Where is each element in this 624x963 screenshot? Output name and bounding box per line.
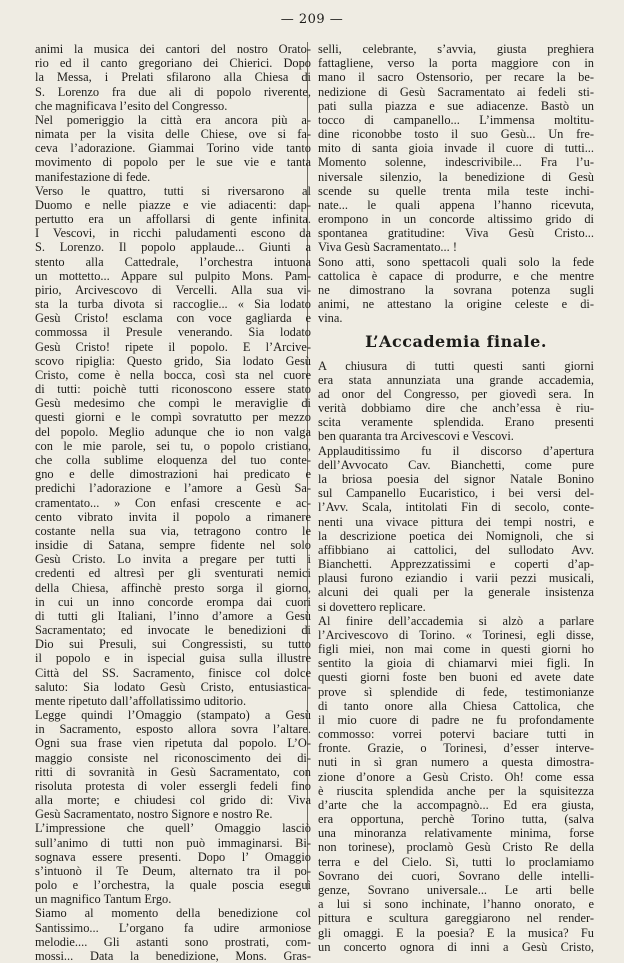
text-line: cento vibrato invita il popolo a rimanere — [35, 509, 311, 524]
text-line: questi giorni e le compì sovratutto per mezzo — [35, 410, 311, 425]
text-line: sull’animo di tutti non può immaginarsi. Bi- — [35, 835, 311, 850]
text-line: Cristo, come è nella bocca, così sta nel cuore — [35, 367, 311, 382]
text-line: ben quaranta tra Arcivescovi e Vescovi. — [318, 429, 514, 444]
text-line: Verso le quattro, tutti si riversarono al — [35, 183, 311, 198]
left-column — [35, 42, 311, 963]
page-number: — 209 — — [280, 12, 344, 27]
text-line: Siamo al momento della benedizione col — [35, 906, 311, 921]
text-line: S. Lorenzo. Il popolo applaude... Giunti a — [35, 240, 311, 255]
text-line: il popolo e in ispecial guisa sulla illustre — [35, 651, 311, 666]
text-line: polo e l’orchestra, la quale poscia eseguì — [35, 878, 311, 893]
text-line: questi giorni foste ben buoni ed avete date — [318, 670, 594, 685]
text-line: scovo ripiglia: Questo grido, Sia lodato Gesù — [35, 353, 311, 368]
text-line: nedizione di Gesù Sacramentato ai fedeli sti- — [318, 84, 594, 99]
text-line: gli omaggi. E la poesia? E la musica? Fu — [318, 925, 594, 940]
text-line: della Chiesa, affinchè presto sorga il giorno, — [35, 580, 311, 595]
text-line: Bianchetti. Apprezzatissimi e coperti d’ap- — [318, 557, 594, 572]
text-line: erompono in un concorde altissimo grido di — [318, 212, 594, 227]
section-heading: L’Accademia finale. — [365, 332, 547, 352]
text-line: L’impressione che quell’ Omaggio lasciò — [35, 821, 311, 836]
text-line: il mio cuore di padre ne fu profondamente — [318, 712, 594, 727]
text-line: nuti in sì gran numero a questa dimostra- — [318, 755, 594, 770]
text-line: Momento solenne, indescrivibile... Fra l’u- — [318, 155, 594, 170]
right-column — [318, 42, 594, 954]
text-line: gno e delle dimostrazioni hai predicato e — [35, 467, 311, 482]
text-line: insidie di Satana, sempre fidente nel solo — [35, 538, 311, 553]
text-line: sentito la gioia di chiamarvi miei figli. In — [318, 656, 594, 671]
text-line: ne dimostrano la sovrana potenza sugli — [318, 282, 594, 297]
text-line: Gesù Cristo. Lo invita a pregare per tutti i — [35, 552, 311, 567]
text-line: mossi... Data la benedizione, Mons. Gras- — [35, 949, 311, 963]
text-line: di tutti gli Italiani, l’inno d’amore a Gesù — [35, 608, 311, 623]
text-line: selli, celebrante, s’avvia, giusta preghiera — [318, 42, 594, 56]
text-line: con le mie parole, sei tu, o popolo cristiano, — [35, 438, 311, 453]
text-line: che colla sublime eloquenza del tuo conte- — [35, 452, 311, 467]
text-line: vina. — [318, 311, 343, 326]
text-line: l’Arcivescovo di Torino. « Torinesi, egli disse, — [318, 627, 594, 642]
text-line: Gesù Cristo! ripete il popolo. E l’Arcive- — [35, 339, 311, 354]
text-line: spontanea gratitudine: Viva Gesù Cristo... — [318, 226, 594, 241]
text-line: pertutto era un affollarsi di gente infinita. — [35, 212, 311, 227]
text-line: un magnifico Tantum Ergo. — [35, 892, 172, 907]
text-line: Legge quindi l’Omaggio (stampato) a Gesù — [35, 708, 311, 723]
text-line: credenti ed altresì per gli sventurati nemici — [35, 566, 311, 581]
text-line: maggio consiste nel riconoscimento dei di- — [35, 750, 311, 765]
right-column-top-text — [318, 42, 594, 325]
text-line: l’Avv. Scala, intitolati Fin di secolo, conte- — [318, 500, 594, 515]
text-line: si dovettero replicare. — [318, 599, 426, 614]
text-line: sognava essere presenti. Dopo l’ Omaggio — [35, 849, 311, 864]
text-line: cramentato... » Con enfasi crescente e ac- — [35, 495, 311, 510]
text-line: scende su quelle trenta mila teste inchi- — [318, 183, 594, 198]
text-line: Applauditissimo fu il discorso d’apertura — [318, 443, 594, 458]
right-column-bottom-text — [318, 359, 594, 954]
text-line: terra e del Cielo. Sì, tutti lo proclamiamo — [318, 854, 594, 869]
text-line: risoluta protesta di voler essergli fedeli fino — [35, 778, 311, 793]
text-line: Gesù medesimo che compì le meraviglie di — [35, 396, 311, 411]
text-line: stento alla Cattedrale, l’orchestra intuona — [35, 254, 311, 269]
text-line: Gesù Cristo! esclama con voce gagliarda e — [35, 311, 311, 326]
text-line: Duomo e nelle piazze e vie adiacenti: dap- — [35, 197, 311, 212]
text-line: animi, ne attestano la origine celeste e di- — [318, 297, 594, 312]
text-line: è riuscita splendida anche per la squisitezza — [318, 783, 594, 798]
text-line: animi la musica dei cantori del nostro Orato- — [35, 42, 311, 56]
text-line: Dio sui Presuli, sui Congressisti, su tutto — [35, 637, 311, 652]
text-line: pirio, Arcivescovo di Vercelli. Alla sua vi- — [35, 282, 311, 297]
text-line: Santissimo... L’organo fa udire armoniose — [35, 920, 311, 935]
text-line: Sacramentato; ed invocate le benedizioni di — [35, 623, 311, 638]
text-line: ceva l’adorazione. Giammai Torino vide tanto — [35, 141, 311, 156]
text-line: verità dobbiamo dire che anch’essa è riu- — [318, 401, 594, 416]
text-line: rio ed il canto gregoriano dei Chierici. Dopo — [35, 56, 311, 71]
text-line: un mottetto... Appare sul pulpito Mons. Pam- — [35, 268, 311, 283]
text-line: Gesù Sacramentato, nostro Signore e nostro Re. — [35, 807, 273, 822]
text-line: commosso: vorrei potervi baciare tutti in — [318, 727, 594, 742]
text-line: mito di santa gioia invade il cuore di tutti... — [318, 141, 594, 156]
text-line: plausi furono eziandio i varii pezzi musicali, — [318, 571, 594, 586]
text-line: S. Lorenzo fra due ali di popolo riverente, — [35, 84, 311, 99]
text-line: cattolica è capace di produrre, e che mentre — [318, 268, 594, 283]
text-line: I Vescovi, in ricchi paludamenti escono da — [35, 226, 311, 241]
text-line: dell’Avvocato Cav. Bianchetti, come pure — [318, 457, 594, 472]
text-line: melodie.... Gli astanti sono prostrati, com- — [35, 934, 311, 949]
text-line: figli miei, non mai come in questi giorni ho — [318, 642, 594, 657]
text-line: manifestazione di fede. — [35, 169, 151, 184]
text-line: sul Campanello Eucaristico, i bei versi del- — [318, 486, 594, 501]
text-line: Sovrano dei cuori, Sovrano delle intelli- — [318, 868, 594, 883]
text-line: pati sulla piazza e sue adiacenze. Bastò un — [318, 98, 594, 113]
text-line: predichi l’adorazione e l’amore a Gesù Sa- — [35, 481, 311, 496]
text-line: di tutti: poichè tutti riconoscono essere stato — [35, 382, 311, 397]
text-line: s’intuonò il Te Deum, alternato tra il po- — [35, 863, 311, 878]
text-line: genze, Sovrano universale... Le arti belle — [318, 882, 594, 897]
text-line: fattagliene, verso la porta maggiore con in — [318, 56, 594, 71]
text-line: dine riconobbe tosto il suo Gesù... Un fre- — [318, 127, 594, 142]
text-line: nate... le quali appena l’hanno ricevuta, — [318, 197, 594, 212]
text-line: mano il sacro Ostensorio, per recare la be- — [318, 70, 594, 85]
text-line: nimata per la visita delle Chiese, ove si fa- — [35, 127, 311, 142]
text-line: d’arte che la accompagnò... Ed era giusta, — [318, 797, 594, 812]
text-line: costante nella sua via, tetragono contro le — [35, 523, 311, 538]
text-line: prove sì splendide di fede, testimonianze — [318, 684, 594, 699]
text-line: in cui un inno concorde erompa dai cuori — [35, 594, 311, 609]
text-line: scita veramente splendida. Erano presenti — [318, 415, 594, 430]
text-line: a lui si sono inchinate, l’hanno onorato, e — [318, 897, 594, 912]
text-line: Nel pomeriggio la città era ancora più a- — [35, 112, 311, 127]
text-line: la descrizione poetica dei Nomignoli, che si — [318, 528, 594, 543]
text-line: commossa il Presule venerando. Sia lodato — [35, 325, 311, 340]
text-line: Città del SS. Sacramento, finisce col dolce — [35, 665, 311, 680]
text-line: ritti di sovranità in Gesù Sacramentato, con — [35, 764, 311, 779]
text-line: che magnificava l’esito del Congresso. — [35, 98, 228, 113]
text-line: del popolo. Meglio adunque che io non valga — [35, 424, 311, 439]
text-line: un concerto ognora di inni a Gesù Cristo, — [318, 939, 594, 954]
text-line: affibbiano ai cattolici, del sullodato Avv. — [318, 542, 594, 557]
text-line: di tanto onore alla Chiesa Cattolica, che — [318, 698, 594, 713]
text-line: zione d’onore a Gesù Cristo. Oh! come essa — [318, 769, 594, 784]
text-line: una minoranza relativamente minima, forse — [318, 826, 594, 841]
text-line: niversale silenzio, la benedizione di Gesù — [318, 169, 594, 184]
text-line: tocco di campanello... L’immensa moltitu- — [318, 112, 594, 127]
text-line: non torinese), proclamò Gesù Cristo Re della — [318, 840, 594, 855]
text-line: fronte. Grazie, o Torinesi, d’esser interve- — [318, 741, 594, 756]
text-line: Al finire dell’accademia si alzò a parlare — [318, 613, 594, 628]
text-line: movimento di popolo per le sue vie e tanta — [35, 155, 311, 170]
text-line: Ogni sua frase vien ripetuta dal popolo. L’O- — [35, 736, 311, 751]
text-line: mente ripetuto dall’affollatissimo uditorio. — [35, 693, 247, 708]
text-line: la Messa, i Prelati sfilarono alla Chiesa di — [35, 70, 311, 85]
text-line: pittura e scultura gareggiarono nel render- — [318, 911, 594, 926]
text-line: alla morte; e chiudesi col grido di: Viva — [35, 793, 311, 808]
text-line: alcuni dei quali per la generale insistenza — [318, 585, 594, 600]
text-line: ad onor del Congresso, per giovedì sera. In — [318, 386, 594, 401]
text-line: saluto: Sia lodato Gesù Cristo, entusiastica- — [35, 679, 311, 694]
text-line: A chiusura di tutti questi santi giorni — [318, 358, 594, 373]
text-line: era stata annunziata una grande accademia, — [318, 372, 594, 387]
text-line: la briosa poesia del signor Natale Bonino — [318, 472, 594, 486]
text-line: Sono atti, sono spettacoli quali solo la fede — [318, 254, 594, 269]
text-line: nenti una vivace pittura dei tempi nostri, e — [318, 514, 594, 529]
text-line: in Sacramento, esposto allora sovra l’altare. — [35, 722, 311, 737]
text-line: sta la turba divota si raccoglie... « Sia lodato — [35, 297, 311, 312]
text-line: era opportuna, perchè Torino tutta, (salva — [318, 812, 594, 827]
text-line: Viva Gesù Sacramentato... ! — [318, 240, 457, 255]
